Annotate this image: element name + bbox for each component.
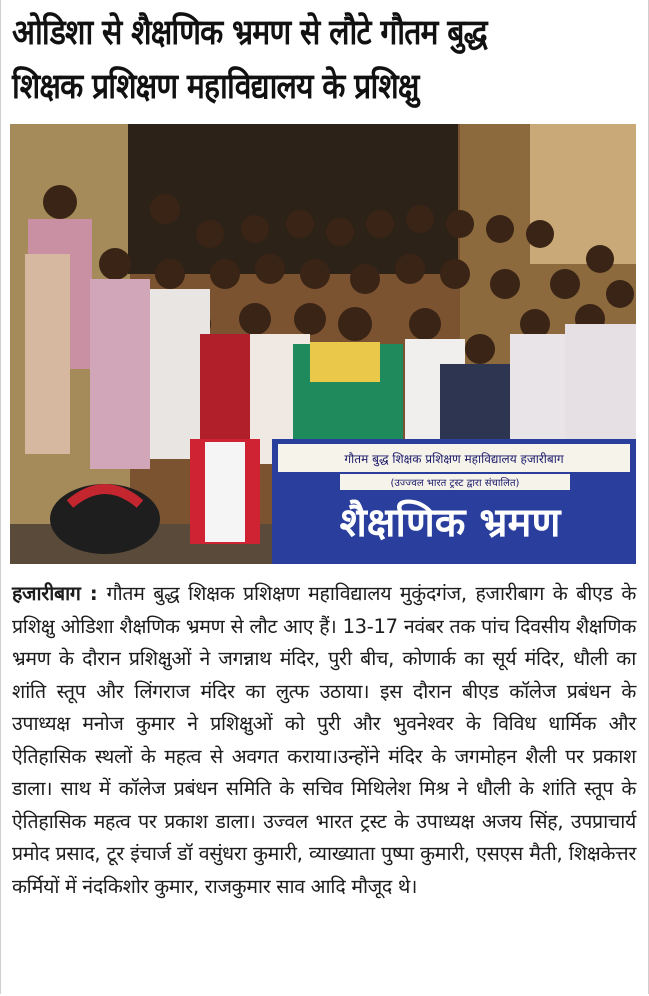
banner-subtitle: गौतम बुद्ध शिक्षक प्रशिक्षण महाविद्यालय हजारीबाग <box>344 452 564 466</box>
banner-title: शैक्षणिक भ्रमण <box>339 500 561 546</box>
headline <box>12 6 636 114</box>
banner <box>272 439 636 564</box>
banner-caption: (उज्ज्वल भारत ट्रस्ट द्वारा संचालित) <box>390 478 520 489</box>
group-photo-illustration <box>10 124 636 564</box>
group-photo <box>10 124 636 564</box>
article-paragraph: गौतम बुद्ध शिक्षक प्रशिक्षण महाविद्यालय मुकुंदगंज, हजारीबाग के बीएड के प्रशिक्षु ओडिशा शैक्षणिक भ्रमण से लौट आए हैं। 13-17 नवंबर तक पांच दिवसीय शैक्षणिक भ्रमण के दौरान प्रशिक्षुओं ने जगन्नाथ मंदिर, पुरी बीच, कोणार्क का सूर्य मंदिर, धौली का शांति स्तूप और लिंगराज मंदिर का लुत्फ उठाया। इस दौरान बीएड कॉलेज प्रबंधन के उपाध्यक्ष मनोज कुमार ने प्रशिक्षुओं को पुरी और भुवनेश्वर के विविध धार्मिक और ऐतिहासिक स्थलों के महत्व से अवगत कराया।उन्होंने मंदिर के जगमोहन शैली पर प्रकाश डाला। साथ में कॉलेज प्रबंधन समिति के सचिव मिथिलेश मिश्र ने धौली के शांति स्तूप के ऐतिहासिक महत्व पर प्रकाश डाला। उज्वल भारत ट्रस्ट के उपाध्यक्ष अजय सिंह, उपप्राचार्य प्रमोद प्रसाद, टूर इंचार्ज डॉ वसुंधरा कुमारी, व्याख्याता पुष्पा कुमारी, एसएस मैती, शिक्षकेत्तर कर्मियों में नंदकिशोर कुमार, राजकुमार साव आदि मौजूद थे। <box>12 582 636 898</box>
dateline: हजारीबाग : <box>12 582 107 605</box>
article-body <box>12 578 636 903</box>
headline-line-1: ओडिशा से शैक्षणिक भ्रमण से लौटे गौतम बुद्ध <box>12 13 487 53</box>
headline-line-2: शिक्षक प्रशिक्षण महाविद्यालय के प्रशिक्षु <box>12 67 419 107</box>
